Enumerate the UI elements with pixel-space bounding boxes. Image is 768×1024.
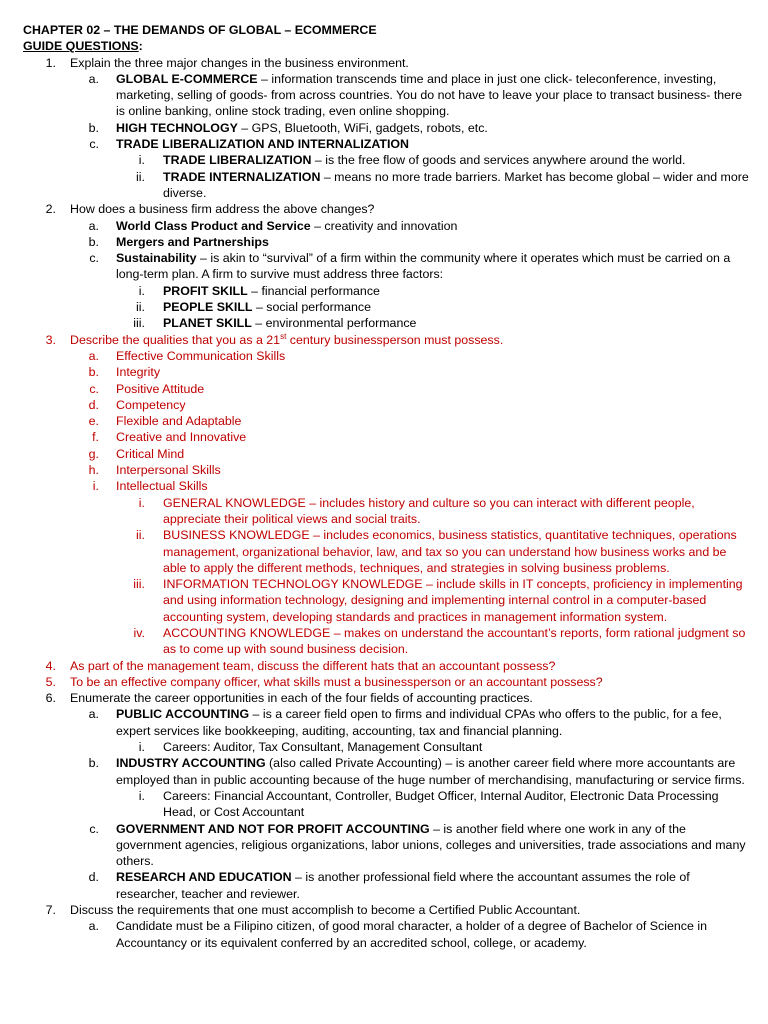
- sub-answer-item: ii. BUSINESS KNOWLEDGE – includes economics, business statistics, quantitative techniques, operations management, organizational behavior, law, and tax so you can understand how business works and be able to apply the different methods, techniques, and strategies in solving business problems.: [136, 528, 737, 575]
- answer-item: a. Effective Communication Skills: [88, 348, 286, 363]
- guide-questions-heading: GUIDE QUESTIONS:: [23, 39, 143, 54]
- question-item: 5. To be an effective company officer, what skills must a businessperson or an accountant possess?: [45, 674, 603, 689]
- answer-item: c. GOVERNMENT AND NOT FOR PROFIT ACCOUNTING – is another field where one work in any of the government agencies, religious organizations, labor unions, colleges and universities, trade associations and many others.: [89, 821, 746, 869]
- answer-item: a. World Class Product and Service – creativity and innovation: [88, 218, 458, 233]
- question-item: 6. Enumerate the career opportunities in each of the four fields of accounting practices.: [45, 691, 533, 706]
- sub-answer-item: i. PROFIT SKILL – financial performance: [138, 283, 380, 298]
- document-page: [23, 22, 753, 951]
- answer-item: h. Interpersonal Skills: [88, 463, 221, 478]
- answer-item: c. Positive Attitude: [89, 381, 205, 396]
- answer-item: b. Mergers and Partnerships: [88, 234, 269, 249]
- answer-item: b. HIGH TECHNOLOGY – GPS, Bluetooth, WiFi, gadgets, robots, etc.: [88, 120, 488, 135]
- answer-item: b. INDUSTRY ACCOUNTING (also called Private Accounting) – is another career field where more accountants are employed than in public accounting because of the huge number of merchandising, manufacturing or service firms.: [88, 756, 745, 787]
- sub-answer-item: iii. INFORMATION TECHNOLOGY KNOWLEDGE – include skills in IT concepts, proficiency in implementing and using information technology, designing and implementing internal control in a computer-based accounting system, developing standards and practices in management information system.: [133, 577, 743, 624]
- answer-item: g. Critical Mind: [88, 446, 185, 461]
- question-item: 4. As part of the management team, discuss the different hats that an accountant possess?: [45, 658, 556, 673]
- chapter-title: CHAPTER 02 – THE DEMANDS OF GLOBAL – ECOMMERCE: [23, 23, 377, 37]
- answer-item: b. Integrity: [88, 365, 161, 380]
- answer-item: a. Candidate must be a Filipino citizen, of good moral character, a holder of a degree of Bachelor of Science in Accountancy or its equivalent conferred by an accredited school, college, or academy.: [88, 919, 707, 950]
- sub-answer-item: iii. PLANET SKILL – environmental performance: [133, 316, 417, 331]
- question-item: 2. How does a business firm address the above changes?: [45, 202, 375, 217]
- sub-answer-item: i. Careers: Auditor, Tax Consultant, Management Consultant: [138, 740, 483, 755]
- answer-item: c. TRADE LIBERALIZATION AND INTERNALIZATION: [89, 137, 409, 152]
- sub-answer-item: iv. ACCOUNTING KNOWLEDGE – makes on understand the accountant’s reports, form rational judgment so as to come up with sound business decision.: [133, 625, 746, 657]
- sub-answer-item: ii. TRADE INTERNALIZATION – means no more trade barriers. Market has become global – wider and more diverse.: [136, 169, 749, 200]
- answer-item: d. RESEARCH AND EDUCATION – is another professional field where the accountant assumes the role of researcher, teacher and reviewer.: [88, 870, 690, 901]
- question-item: 1. Explain the three major changes in the business environment.: [45, 55, 409, 70]
- answer-item: i. Intellectual Skills: [92, 479, 208, 494]
- answer-item: e. Flexible and Adaptable: [88, 414, 242, 429]
- sub-answer-item: i. TRADE LIBERALIZATION – is the free flow of goods and services anywhere around the world.: [138, 153, 686, 168]
- question-item: 7. Discuss the requirements that one must accomplish to become a Certified Public Accountant.: [45, 903, 581, 918]
- answer-item: a. GLOBAL E-COMMERCE – information transcends time and place in just one click- teleconference, investing, marketing, selling of goods- from across countries. You do not have to leave your place to transact business- there is online banking, online stock trading, even online shopping.: [88, 71, 743, 119]
- answer-item: c. Sustainability – is akin to “survival” of a firm within the community where it operates which must be carried on a long-term plan. A firm to survive must address three factors:: [89, 251, 731, 282]
- answer-item: f. Creative and Innovative: [92, 430, 247, 445]
- sub-answer-item: ii. PEOPLE SKILL – social performance: [136, 300, 371, 315]
- sub-answer-item: i. Careers: Financial Accountant, Controller, Budget Officer, Internal Auditor, Electronic Data Processing Head, or Cost Accountant: [138, 788, 719, 820]
- question-item: 3. Describe the qualities that you as a 21st century businessperson must possess.: [45, 331, 504, 347]
- sub-answer-item: i. GENERAL KNOWLEDGE – includes history and culture so you can interact with different people, appreciate their political views and social traits.: [138, 495, 695, 526]
- answer-item: d. Competency: [88, 397, 186, 412]
- answer-item: a. PUBLIC ACCOUNTING – is a career field open to firms and individual CPAs who offers to the public, for a fee, expert services like bookkeeping, auditing, accounting, tax and financial planning.: [88, 707, 722, 738]
